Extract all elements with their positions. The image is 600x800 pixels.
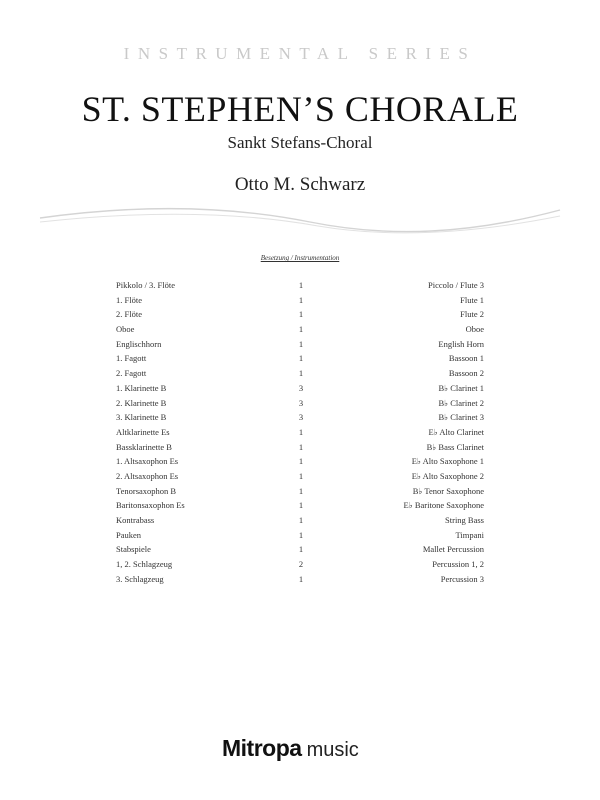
instrument-name-de: Baritonsaxophon Es bbox=[116, 500, 185, 511]
series-label: INSTRUMENTAL SERIES bbox=[123, 44, 477, 63]
instrument-name-de: 2. Flöte bbox=[116, 309, 142, 320]
instrument-name-de: 1. Flöte bbox=[116, 294, 142, 305]
instrument-row bbox=[116, 528, 484, 543]
instrument-name-de: 1, 2. Schlagzeug bbox=[116, 559, 173, 570]
instrument-row bbox=[116, 351, 484, 366]
instrument-name-en: Flute 2 bbox=[460, 309, 484, 320]
instrument-name-de: Stabspiele bbox=[116, 544, 151, 555]
instrument-name-en: Oboe bbox=[465, 324, 484, 335]
instrument-name-en: E♭ Alto Saxophone 2 bbox=[411, 470, 484, 481]
instrument-name-en: Percussion 1, 2 bbox=[432, 559, 484, 570]
instrument-row bbox=[116, 469, 484, 484]
instrument-count: 1 bbox=[298, 368, 304, 379]
instrument-name-en: B♭ Clarinet 1 bbox=[438, 382, 484, 393]
instrument-row bbox=[116, 542, 484, 557]
instrument-count: 1 bbox=[298, 353, 304, 364]
instrument-name-en: Timpani bbox=[455, 529, 484, 540]
instrument-name-en: E♭ Alto Clarinet bbox=[428, 426, 484, 437]
instrument-count: 1 bbox=[298, 470, 304, 481]
piece-subtitle: Sankt Stefans-Choral bbox=[227, 133, 373, 152]
instrument-count: 1 bbox=[298, 573, 304, 584]
instrument-row bbox=[116, 572, 484, 587]
instrument-row bbox=[116, 425, 484, 440]
instrument-count: 1 bbox=[298, 280, 304, 290]
instrument-count: 1 bbox=[298, 544, 304, 555]
instrumentation-heading: Besetzung / Instrumentation bbox=[260, 254, 340, 262]
instrument-name-en: Percussion 3 bbox=[440, 573, 484, 584]
instrument-row bbox=[116, 557, 484, 572]
instrument-row bbox=[116, 498, 484, 513]
instrument-name-en: Bassoon 2 bbox=[448, 368, 484, 379]
instrument-row bbox=[116, 484, 484, 499]
instrument-name-en: B♭ Bass Clarinet bbox=[426, 441, 484, 452]
instrument-name-en: Bassoon 1 bbox=[448, 353, 484, 364]
instrument-name-en: B♭ Clarinet 2 bbox=[438, 397, 484, 408]
instrument-count: 3 bbox=[298, 412, 304, 423]
instrument-name-de: Kontrabass bbox=[116, 515, 155, 525]
instrument-row bbox=[116, 440, 484, 455]
instrument-name-de: Bassklarinette B bbox=[116, 441, 172, 452]
instrument-count: 3 bbox=[298, 397, 304, 408]
composer-name: Otto M. Schwarz bbox=[234, 174, 366, 195]
instrument-name-en: E♭ Baritone Saxophone bbox=[403, 500, 484, 511]
instrument-row bbox=[116, 278, 484, 293]
instrument-row bbox=[116, 454, 484, 469]
instrument-name-en: Mallet Percussion bbox=[422, 544, 484, 555]
instrument-name-de: Altklarinette Es bbox=[116, 426, 170, 437]
instrument-count: 3 bbox=[298, 382, 304, 393]
mitropa-logo-sub: music bbox=[306, 739, 359, 761]
instrument-count: 1 bbox=[298, 426, 304, 437]
instrument-count: 1 bbox=[298, 324, 304, 335]
instrument-name-de: 2. Klarinette B bbox=[116, 397, 167, 408]
instrument-count: 1 bbox=[298, 515, 304, 525]
instrument-count: 1 bbox=[298, 500, 304, 511]
instrumentation-list bbox=[116, 278, 484, 586]
instrument-name-de: Oboe bbox=[116, 324, 135, 335]
instrument-count: 1 bbox=[298, 456, 304, 467]
instrument-name-de: 1. Fagott bbox=[116, 353, 147, 364]
instrument-name-en: B♭ Clarinet 3 bbox=[438, 412, 484, 423]
instrument-name-en: B♭ Tenor Saxophone bbox=[412, 485, 484, 496]
instrument-name-en: Flute 1 bbox=[460, 294, 484, 305]
publisher-logo bbox=[222, 735, 359, 762]
instrument-name-de: Pikkolo / 3. Flöte bbox=[116, 280, 176, 290]
instrument-row bbox=[116, 322, 484, 337]
instrument-name-en: Piccolo / Flute 3 bbox=[428, 280, 484, 290]
instrument-name-de: 3. Klarinette B bbox=[116, 412, 167, 423]
instrument-count: 1 bbox=[298, 294, 304, 305]
instrument-row bbox=[116, 293, 484, 308]
instrument-name-de: Pauken bbox=[116, 529, 142, 540]
decorative-wave bbox=[0, 196, 600, 240]
instrument-name-de: 2. Fagott bbox=[116, 368, 147, 379]
instrument-name-en: E♭ Alto Saxophone 1 bbox=[411, 456, 484, 467]
instrument-count: 1 bbox=[298, 441, 304, 452]
instrument-count: 1 bbox=[298, 485, 304, 496]
instrument-count: 1 bbox=[298, 338, 304, 349]
instrument-row bbox=[116, 337, 484, 352]
instrument-name-de: 1. Klarinette B bbox=[116, 382, 167, 393]
instrument-name-de: 2. Altsaxophon Es bbox=[116, 470, 179, 481]
instrument-name-de: 3. Schlagzeug bbox=[116, 573, 164, 584]
instrument-name-de: Tenorsaxophon B bbox=[116, 485, 177, 496]
instrument-name-de: 1. Altsaxophon Es bbox=[116, 456, 179, 467]
instrument-row bbox=[116, 366, 484, 381]
instrument-row bbox=[116, 381, 484, 396]
piece-title: ST. STEPHEN’S CHORALE bbox=[81, 89, 519, 129]
instrument-row bbox=[116, 410, 484, 425]
instrument-row bbox=[116, 513, 484, 528]
mitropa-logo: Mitropa bbox=[222, 735, 302, 761]
instrument-name-de: Englischhorn bbox=[116, 338, 162, 349]
instrument-row bbox=[116, 396, 484, 411]
instrument-count: 1 bbox=[298, 529, 304, 540]
instrument-name-en: English Horn bbox=[438, 338, 484, 349]
instrument-count: 2 bbox=[298, 559, 304, 570]
instrument-name-en: String Bass bbox=[445, 515, 484, 525]
instrument-count: 1 bbox=[298, 309, 304, 320]
instrument-row bbox=[116, 307, 484, 322]
